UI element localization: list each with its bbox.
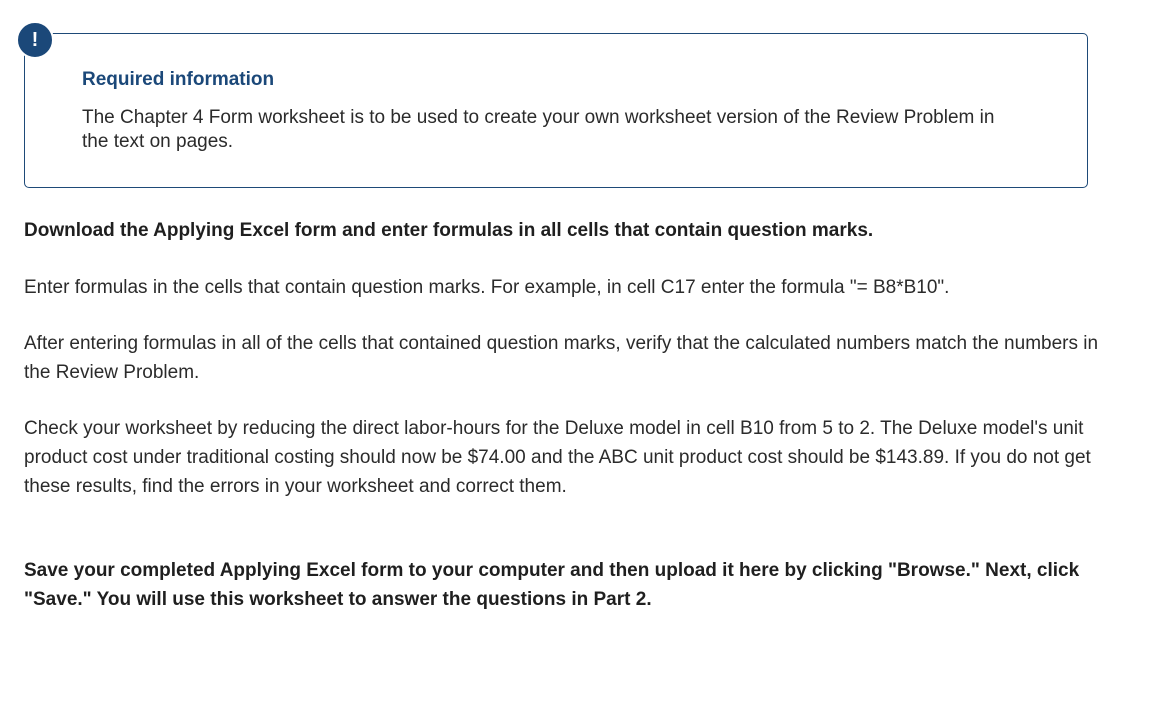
info-title: Required information	[82, 69, 275, 90]
save-instructions: Save your completed Applying Excel form to your computer and then upload it here by clicking "Browse." Next, click "Save." You will use this worksheet to answer the questions in Part 2.	[24, 560, 1080, 610]
required-information-box	[24, 33, 1088, 188]
instructions-heading: Download the Applying Excel form and enter formulas in all cells that contain question marks.	[24, 220, 874, 241]
alert-icon: !	[16, 21, 54, 59]
instruction-paragraph-check: Check your worksheet by reducing the direct labor-hours for the Deluxe model in cell B10 from 5 to 2. The Deluxe model's unit product cost under traditional costing should now be $74.00 and the ABC unit product cost should be $143.89. If you do not get these results, find the errors in your worksheet and correct them.	[24, 418, 1091, 497]
instruction-paragraph-formulas: Enter formulas in the cells that contain question marks. For example, in cell C17 enter the formula "= B8*B10".	[24, 277, 950, 298]
info-text: The Chapter 4 Form worksheet is to be used to create your own worksheet version of the Review Problem in the text on pages.	[82, 107, 995, 152]
instruction-paragraph-verify: After entering formulas in all of the cells that contained question marks, verify that the calculated numbers match the numbers in the Review Problem.	[24, 333, 1099, 383]
